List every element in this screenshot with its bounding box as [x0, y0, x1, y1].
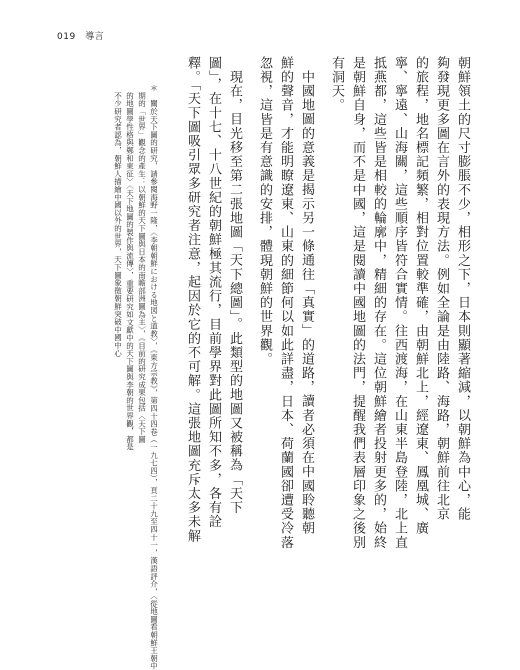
- footnote-column: 的地圖學性格與鄭和東征〉〈天下地圖的製作與流傳〉，重要研究如文獻中的天下圖與李朝的世界觀，都是: [125, 84, 135, 451]
- text-column: 夠發現更多圖在言外的表現方法。例如全論是由陸路、海路，朝鮮前往北京: [434, 56, 449, 522]
- text-column: 抵燕都，這些皆是相較的輪廓中，精細的存在。這位朝鮮繪者投射更多的，始終: [371, 56, 386, 550]
- chapter-title: 導言: [85, 32, 105, 42]
- text-column: 的旅程，地名標記頻繁，相對位置較準確，由朝鮮北上，經遼東、鳳凰城、廣: [413, 56, 428, 536]
- footnote-column: 不少研究者認為，朝鮮人描繪中國以外的世界，天下圖象徵朝鮮突破中國中心: [113, 84, 123, 357]
- running-header: [57, 29, 104, 42]
- text-column: 有洞天。: [329, 56, 344, 113]
- text-column: 忽視，這皆是有意識的安排，體現朝鮮的世界觀。: [257, 56, 272, 367]
- footnote-column: 期的「世界」觀念的產生：以朝鮮的天下圖與日本的南瞻部洲圖為主〉，《目前的研究成果包括〈天下圖: [137, 84, 147, 444]
- text-column: 現在，目光移至第二張地圖「天下總圖」。此類型的地圖又被稱為「天下: [227, 70, 242, 515]
- text-column: 釋。「天下圖吸引眾多研究者注意，起因於它的不可解。這張地圖充斥太多未解: [185, 56, 200, 543]
- text-column: 中國地圖的意義是揭示另一條通往「真實」的道路，讀者必須在中國聆聽朝: [299, 70, 314, 536]
- text-column: 朝鮮領土的尺寸膨脹不少，相形之下，日本則顯著縮減，以朝鮮為中心，能: [455, 56, 470, 522]
- footnote-column: ＊ 關於天下圖的研究，請參閱海野一隆，〈李朝朝鮮における地図と道教〉，《東方宗教》，第四十四卷（一九七四），頁二十九至四十一，漢語評介，〈從地圖看朝鮮王朝中: [149, 84, 159, 670]
- text-column: 鮮的聲音，才能明瞭遼東、山東的細節何以如此詳盡，日本、荷蘭國卻遭受冷落: [278, 56, 293, 550]
- text-column: 是朝鮮自身，而不是中國，這是閱讀中國地圖的法門，提醒我們表層印象之後別: [350, 56, 365, 550]
- text-column: 寧、寧遠、山海關，這些順序皆符合實情。往西渡海，在山東半島登陸，北上直: [392, 56, 407, 550]
- text-column: 圖」，在十七、十八世紀的朝鮮極其流行，目前學界對此圖所知不多，各有詮: [206, 56, 221, 529]
- page-number: 019: [57, 32, 76, 42]
